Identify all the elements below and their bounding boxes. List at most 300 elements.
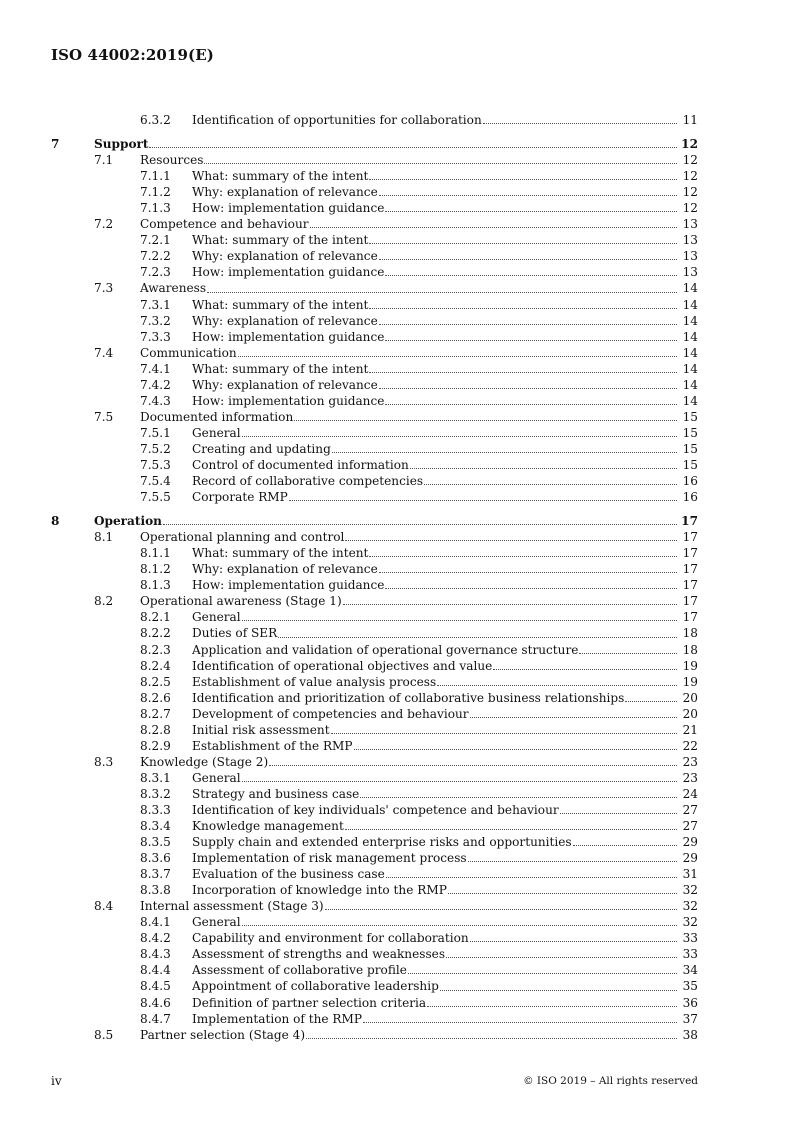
toc-entry-7-5-4[interactable]: [0, 473, 793, 489]
toc-entry-title[interactable]: Supply chain and extended enterprise risks and opportunities: [192, 835, 572, 850]
toc-entry-8-3[interactable]: [0, 754, 793, 770]
toc-entry-page: 33: [682, 931, 698, 946]
toc-entry-title-row: [140, 1027, 698, 1043]
dot-leader: [343, 604, 677, 605]
dot-leader: [579, 653, 677, 654]
toc-entry-title[interactable]: Why: explanation of relevance: [192, 185, 378, 200]
toc-entry-7-5-2[interactable]: [0, 441, 793, 457]
toc-entry-title[interactable]: Evaluation of the business case: [192, 867, 385, 882]
toc-entry-title[interactable]: Establishment of value analysis process: [192, 674, 437, 689]
dot-leader: [242, 620, 677, 621]
toc-entry-number: 7.5.1: [140, 425, 171, 440]
dot-leader: [385, 275, 677, 276]
toc-entry-8[interactable]: [0, 513, 793, 529]
toc-entry-7-2-3[interactable]: [0, 264, 793, 280]
toc-entry-page: 13: [682, 233, 698, 248]
dot-leader: [207, 292, 677, 293]
toc-entry-page: 11: [682, 113, 698, 127]
toc-entry-title[interactable]: Documented information: [140, 409, 294, 424]
dot-leader: [448, 893, 677, 894]
toc-entry-number: 8.4.5: [140, 979, 171, 994]
toc-entry-number: 7.4: [94, 345, 114, 360]
toc-entry-title-row: [192, 1011, 698, 1027]
toc-entry-number: 7.3: [94, 281, 114, 296]
toc-entry-8-3-7[interactable]: [0, 866, 793, 882]
toc-entry-page: 24: [682, 786, 698, 801]
toc-entry-8-4-2[interactable]: [0, 930, 793, 946]
toc-entry-title[interactable]: Support: [94, 137, 149, 152]
toc-entry-7-4-3[interactable]: [0, 393, 793, 409]
toc-entry-page: 19: [682, 674, 698, 689]
toc-entry-number: 8.4.7: [140, 1011, 171, 1026]
toc-entry-number: 8.3.1: [140, 770, 171, 785]
toc-entry-title-row: [192, 786, 698, 802]
toc-entry-title-row: [192, 248, 698, 264]
toc-entry-title[interactable]: Communication: [140, 345, 237, 360]
toc-entry-title[interactable]: Knowledge management: [192, 819, 344, 834]
toc-entry-8-2-2[interactable]: [0, 625, 793, 641]
toc-entry-page: 36: [682, 995, 698, 1010]
toc-entry-number: 7.3.1: [140, 297, 171, 312]
dot-leader: [294, 420, 677, 421]
toc-entry-8-2-8[interactable]: [0, 722, 793, 738]
toc-entry-title-row: [192, 112, 698, 128]
toc-entry-title-row: [192, 658, 698, 674]
toc-entry-title[interactable]: Partner selection (Stage 4): [140, 1027, 306, 1042]
dot-leader: [345, 540, 677, 541]
dot-leader: [470, 717, 677, 718]
toc-entry-8-2-3[interactable]: [0, 642, 793, 658]
toc-entry-7-4-1[interactable]: [0, 361, 793, 377]
dot-leader: [306, 1038, 677, 1039]
toc-entry-number: 7.1.2: [140, 185, 171, 200]
toc-entry-title-row: [192, 561, 698, 577]
toc-entry-page: 15: [682, 441, 698, 456]
toc-entry-page: 12: [682, 169, 698, 184]
toc-entry-number: 8.3.3: [140, 802, 171, 817]
dot-leader: [363, 1022, 677, 1023]
toc-entry-title-row: [192, 722, 698, 738]
toc-entry-title[interactable]: What: summary of the intent: [192, 297, 369, 312]
dot-leader: [385, 211, 677, 212]
toc-entry-7-5-3[interactable]: [0, 457, 793, 473]
toc-entry-7-2-1[interactable]: [0, 232, 793, 248]
toc-entry-8-4-4[interactable]: [0, 962, 793, 978]
dot-leader: [408, 973, 677, 974]
toc-entry-page: 17: [682, 530, 698, 545]
toc-entry-title[interactable]: How: implementation guidance: [192, 329, 385, 344]
toc-entry-title[interactable]: Establishment of the RMP: [192, 738, 353, 753]
toc-entry-number: 8.2.8: [140, 722, 171, 737]
toc-entry-page: 27: [682, 802, 698, 817]
toc-entry-title-row: [94, 513, 698, 529]
dot-leader: [560, 813, 677, 814]
toc-entry-7-3-2[interactable]: [0, 313, 793, 329]
toc-entry-page: 16: [682, 474, 698, 489]
toc-entry-title-row: [192, 329, 698, 345]
dot-leader: [204, 163, 677, 164]
toc-entry-page: 29: [682, 835, 698, 850]
toc-entry-8-4[interactable]: [0, 898, 793, 914]
dot-leader: [386, 877, 677, 878]
dot-leader: [325, 909, 677, 910]
toc-entry-title-row: [140, 216, 698, 232]
toc-entry-title-row: [192, 995, 698, 1011]
dot-leader: [289, 500, 677, 501]
toc-entry-page: 18: [682, 642, 698, 657]
toc-entry-title[interactable]: What: summary of the intent: [192, 361, 369, 376]
toc-entry-number: 7.5.4: [140, 474, 171, 489]
toc-entry-title-row: [192, 489, 698, 505]
toc-entry-title[interactable]: Definition of partner selection criteria: [192, 995, 427, 1010]
toc-entry-title[interactable]: Assessment of collaborative profile: [192, 963, 407, 978]
toc-entry-7-2[interactable]: [0, 216, 793, 232]
toc-entry-number: 8.2.7: [140, 706, 171, 721]
toc-entry-title-row: [192, 393, 698, 409]
toc-entry-page: 31: [682, 867, 698, 882]
toc-entry-number: 7.5: [94, 409, 114, 424]
toc-entry-number: 7.5.5: [140, 490, 171, 505]
toc-entry-title-row: [192, 962, 698, 978]
toc-entry-page: 32: [682, 899, 698, 914]
toc-entry-title[interactable]: Duties of SER: [192, 626, 278, 641]
toc-entry-page: 13: [682, 265, 698, 280]
toc-entry-page: 18: [682, 626, 698, 641]
toc-entry-title[interactable]: Incorporation of knowledge into the RMP: [192, 883, 447, 898]
toc-entry-page: 34: [682, 963, 698, 978]
toc-entry-title[interactable]: Record of collaborative competencies: [192, 474, 424, 489]
toc-entry-page: 12: [682, 201, 698, 216]
toc-entry-page: 14: [682, 393, 698, 408]
toc-entry-page: 22: [682, 738, 698, 753]
toc-entry-page: 17: [682, 546, 698, 561]
toc-entry-page: 32: [682, 883, 698, 898]
toc-entry-title-row: [192, 914, 698, 930]
toc-entry-8-1[interactable]: [0, 529, 793, 545]
toc-entry-title-row: [192, 264, 698, 280]
dot-leader: [163, 524, 677, 525]
toc-entry-title[interactable]: Implementation of risk management process: [192, 851, 467, 866]
toc-entry-number: 7.3.2: [140, 313, 171, 328]
toc-entry-8-3-3[interactable]: [0, 802, 793, 818]
toc-entry-8-3-4[interactable]: [0, 818, 793, 834]
toc-entry-8-2-4[interactable]: [0, 658, 793, 674]
toc-entry-8-3-1[interactable]: [0, 770, 793, 786]
toc-entry-title[interactable]: What: summary of the intent: [192, 169, 369, 184]
toc-entry-title-row: [192, 802, 698, 818]
toc-entry-number: 8.4.3: [140, 947, 171, 962]
toc-entry-7-2-2[interactable]: [0, 248, 793, 264]
dot-leader: [242, 781, 677, 782]
toc-entry-page: 13: [682, 217, 698, 232]
toc-entry-number: 8.5: [94, 1027, 114, 1042]
toc-entry-8-2-5[interactable]: [0, 674, 793, 690]
toc-entry-number: 8.2.2: [140, 626, 171, 641]
toc-entry-page: 23: [682, 770, 698, 785]
toc-entry-number: 7.2: [94, 217, 114, 232]
toc-entry-title-row: [192, 946, 698, 962]
toc-entry-7-3[interactable]: [0, 280, 793, 296]
toc-entry-title-row: [192, 834, 698, 850]
toc-entry-title-row: [140, 898, 698, 914]
toc-entry-7-4-2[interactable]: [0, 377, 793, 393]
toc-entry-title-row: [94, 136, 698, 152]
toc-entry-7-1-3[interactable]: [0, 200, 793, 216]
toc-entry-page: 12: [682, 153, 698, 168]
toc-entry-number: 8.2.1: [140, 610, 171, 625]
toc-entry-page: 14: [682, 377, 698, 392]
toc-entry-page: 21: [682, 722, 698, 737]
toc-entry-title[interactable]: How: implementation guidance: [192, 393, 385, 408]
toc-entry-title[interactable]: Capability and environment for collaboration: [192, 931, 469, 946]
toc-entry-title[interactable]: Operational awareness (Stage 1): [140, 594, 342, 609]
toc-entry-7-4[interactable]: [0, 345, 793, 361]
toc-entry-title[interactable]: Why: explanation of relevance: [192, 313, 378, 328]
toc-entry-number: 8.2.5: [140, 674, 171, 689]
toc-entry-number: 8.2.3: [140, 642, 171, 657]
toc-entry-title[interactable]: Resources: [140, 153, 204, 168]
document-id: ISO 44002:2019(E): [51, 46, 214, 64]
toc-entry-8-1-2[interactable]: [0, 561, 793, 577]
toc-entry-title[interactable]: Application and validation of operational governance structure: [192, 642, 579, 657]
toc-entry-title[interactable]: Identification of operational objectives and value: [192, 658, 493, 673]
dot-leader: [379, 324, 677, 325]
toc-entry-title[interactable]: General: [192, 610, 241, 625]
toc-entry-8-3-5[interactable]: [0, 834, 793, 850]
toc-entry-title-row: [192, 232, 698, 248]
dot-leader: [369, 308, 677, 309]
toc-entry-title[interactable]: Identification of key individuals' competence and behaviour: [192, 802, 559, 817]
toc-entry-8-4-3[interactable]: [0, 946, 793, 962]
toc-entry-title[interactable]: Assessment of strengths and weaknesses: [192, 947, 446, 962]
copyright-notice: © ISO 2019 – All rights reserved: [523, 1075, 698, 1087]
dot-leader: [354, 749, 677, 750]
toc-entry-title[interactable]: How: implementation guidance: [192, 578, 385, 593]
toc-entry-8-4-7[interactable]: [0, 1011, 793, 1027]
toc-entry-page: 14: [682, 345, 698, 360]
toc-entry-title[interactable]: General: [192, 770, 241, 785]
toc-entry-page: 20: [682, 690, 698, 705]
dot-leader: [310, 227, 677, 228]
toc-entry-number: 7.2.2: [140, 249, 171, 264]
toc-entry-title-row: [192, 545, 698, 561]
toc-entry-number: 8.1: [94, 530, 114, 545]
toc-entry-number: 8.3.5: [140, 835, 171, 850]
toc-entry-number: 7.3.3: [140, 329, 171, 344]
toc-entry-title-row: [140, 345, 698, 361]
toc-entry-page: 12: [681, 137, 698, 152]
toc-entry-8-3-6[interactable]: [0, 850, 793, 866]
toc-entry-title-row: [140, 593, 698, 609]
dot-leader: [242, 436, 677, 437]
toc-entry-title[interactable]: Development of competencies and behaviour: [192, 706, 469, 721]
toc-entry-8-1-3[interactable]: [0, 577, 793, 593]
toc-entry-7-5-5[interactable]: [0, 489, 793, 505]
toc-entry-title-row: [140, 152, 698, 168]
toc-entry-title-row: [192, 184, 698, 200]
toc-entry-number: 8.2.9: [140, 738, 171, 753]
dot-leader: [410, 468, 677, 469]
toc-entry-title-row: [192, 377, 698, 393]
toc-entry-title[interactable]: How: implementation guidance: [192, 201, 385, 216]
toc-entry-title[interactable]: General: [192, 915, 241, 930]
toc-entry-7-1-1[interactable]: [0, 168, 793, 184]
toc-entry-number: 7.2.3: [140, 265, 171, 280]
toc-entry-title[interactable]: Why: explanation of relevance: [192, 249, 378, 264]
toc-entry-title[interactable]: Initial risk assessment: [192, 722, 330, 737]
toc-entry-page: 29: [682, 851, 698, 866]
toc-entry-title[interactable]: Why: explanation of relevance: [192, 377, 378, 392]
toc-entry-title-row: [192, 168, 698, 184]
toc-entry-7-1-2[interactable]: [0, 184, 793, 200]
toc-entry-title[interactable]: Corporate RMP: [192, 490, 288, 505]
toc-entry-title[interactable]: Strategy and business case: [192, 786, 360, 801]
toc-entry-title-row: [192, 866, 698, 882]
page-number: iv: [51, 1074, 62, 1088]
toc-entry-title-row: [192, 425, 698, 441]
toc-entry-title[interactable]: Operation: [94, 514, 162, 529]
dot-leader: [379, 195, 677, 196]
toc-entry-title-row: [192, 706, 698, 722]
dot-leader: [385, 340, 677, 341]
dot-leader: [149, 147, 677, 148]
toc-entry-title-row: [140, 529, 698, 545]
toc-entry-page: 14: [682, 361, 698, 376]
toc-entry-8-2-1[interactable]: [0, 609, 793, 625]
toc-entry-8-2-9[interactable]: [0, 738, 793, 754]
toc-entry-title[interactable]: Identification of opportunities for collaboration: [192, 113, 482, 127]
toc-entry-title-row: [192, 577, 698, 593]
toc-entry-title[interactable]: What: summary of the intent: [192, 546, 369, 561]
toc-entry-title-row: [192, 642, 698, 658]
toc-entry-title[interactable]: Competence and behaviour: [140, 217, 309, 232]
toc-entry-title-row: [192, 978, 698, 994]
toc-entry-8-2-7[interactable]: [0, 706, 793, 722]
toc-entry-number: 8.3.2: [140, 786, 171, 801]
dot-leader: [269, 765, 677, 766]
toc-entry-number: 7.2.1: [140, 233, 171, 248]
toc-entry-title[interactable]: Control of documented information: [192, 457, 409, 472]
toc-entry-8-2-6[interactable]: [0, 690, 793, 706]
toc-entry-page: 15: [682, 457, 698, 472]
toc-entry-number: 8.3.6: [140, 851, 171, 866]
toc-entry-7-3-1[interactable]: [0, 297, 793, 313]
toc-entry-7[interactable]: [0, 136, 793, 152]
toc-entry-number: 8.4.6: [140, 995, 171, 1010]
toc-entry-title[interactable]: Implementation of the RMP: [192, 1011, 363, 1026]
toc-entry-number: 8.1.3: [140, 578, 171, 593]
toc-entry-8-4-5[interactable]: [0, 978, 793, 994]
toc-entry-page: 15: [682, 409, 698, 424]
toc-entry-number: 8.2.4: [140, 658, 171, 673]
dot-leader: [345, 829, 677, 830]
toc-entry-8-2[interactable]: [0, 593, 793, 609]
toc-entry-page: 23: [682, 754, 698, 769]
dot-leader: [379, 572, 677, 573]
toc-entry-title-row: [192, 818, 698, 834]
dot-leader: [385, 404, 677, 405]
toc-entry-title-row: [192, 297, 698, 313]
dot-leader: [573, 845, 677, 846]
toc-entry-page: 32: [682, 915, 698, 930]
dot-leader: [242, 925, 677, 926]
toc-entry-title-row: [192, 850, 698, 866]
toc-entry-title-row: [192, 625, 698, 641]
toc-entry-title-row: [192, 473, 698, 489]
toc-entry-title-row: [192, 674, 698, 690]
dot-leader: [385, 588, 677, 589]
toc-entry-title-row: [192, 770, 698, 786]
toc-entry-number: 8.3.8: [140, 883, 171, 898]
dot-leader: [332, 452, 677, 453]
dot-leader: [468, 861, 677, 862]
toc-entry-number: 8.2: [94, 594, 114, 609]
toc-entry-title-row: [192, 738, 698, 754]
toc-entry-page: 14: [682, 329, 698, 344]
toc-entry-8-5[interactable]: [0, 1027, 793, 1043]
toc-entry-title[interactable]: Operational planning and control: [140, 530, 345, 545]
toc-entry-page: 17: [681, 514, 698, 529]
toc-entry-8-3-8[interactable]: [0, 882, 793, 898]
dot-leader: [625, 701, 677, 702]
toc-entry-number: 7.4.2: [140, 377, 171, 392]
dot-leader: [424, 484, 677, 485]
toc-entry-title-row: [140, 409, 698, 425]
dot-leader: [437, 685, 677, 686]
dot-leader: [369, 556, 677, 557]
toc-entry-page: 19: [682, 658, 698, 673]
toc-entry-title-row: [192, 930, 698, 946]
toc-entry-6-3-2[interactable]: [0, 112, 793, 128]
toc-entry-title[interactable]: Awareness: [140, 281, 207, 296]
toc-entry-page: 17: [682, 594, 698, 609]
toc-entry-title[interactable]: Creating and updating: [192, 441, 331, 456]
toc-entry-title-row: [140, 280, 698, 296]
toc-entry-number: 7.4.3: [140, 393, 171, 408]
toc-entry-7-5-1[interactable]: [0, 425, 793, 441]
toc-entry-page: 20: [682, 706, 698, 721]
toc-entry-number: 8: [51, 514, 60, 529]
toc-entry-title[interactable]: Appointment of collaborative leadership: [192, 979, 439, 994]
toc-entry-title[interactable]: What: summary of the intent: [192, 233, 369, 248]
toc-entry-title[interactable]: Identification and prioritization of collaborative business relationships: [192, 690, 625, 705]
toc-entry-page: 35: [682, 979, 698, 994]
toc-entry-8-4-6[interactable]: [0, 995, 793, 1011]
toc-entry-8-3-2[interactable]: [0, 786, 793, 802]
dot-leader: [446, 957, 677, 958]
toc-entry-title-row: [192, 690, 698, 706]
toc-entry-number: 7.1.3: [140, 201, 171, 216]
toc-entry-title-row: [192, 457, 698, 473]
toc-entry-7-1[interactable]: [0, 152, 793, 168]
toc-entry-7-5[interactable]: [0, 409, 793, 425]
toc-entry-title[interactable]: Internal assessment (Stage 3): [140, 899, 324, 914]
toc-entry-title[interactable]: General: [192, 425, 241, 440]
toc-entry-number: 8.1.1: [140, 546, 171, 561]
toc-entry-title[interactable]: Knowledge (Stage 2): [140, 754, 269, 769]
toc-entry-number: 7.5.3: [140, 457, 171, 472]
toc-entry-number: 8.4.1: [140, 915, 171, 930]
toc-entry-title-row: [192, 441, 698, 457]
toc-entry-7-3-3[interactable]: [0, 329, 793, 345]
toc-entry-number: 7.1: [94, 153, 114, 168]
toc-entry-page: 33: [682, 947, 698, 962]
toc-entry-8-1-1[interactable]: [0, 545, 793, 561]
toc-entry-title[interactable]: How: implementation guidance: [192, 265, 385, 280]
toc-entry-8-4-1[interactable]: [0, 914, 793, 930]
dot-leader: [331, 733, 677, 734]
toc-entry-title[interactable]: Why: explanation of relevance: [192, 562, 378, 577]
